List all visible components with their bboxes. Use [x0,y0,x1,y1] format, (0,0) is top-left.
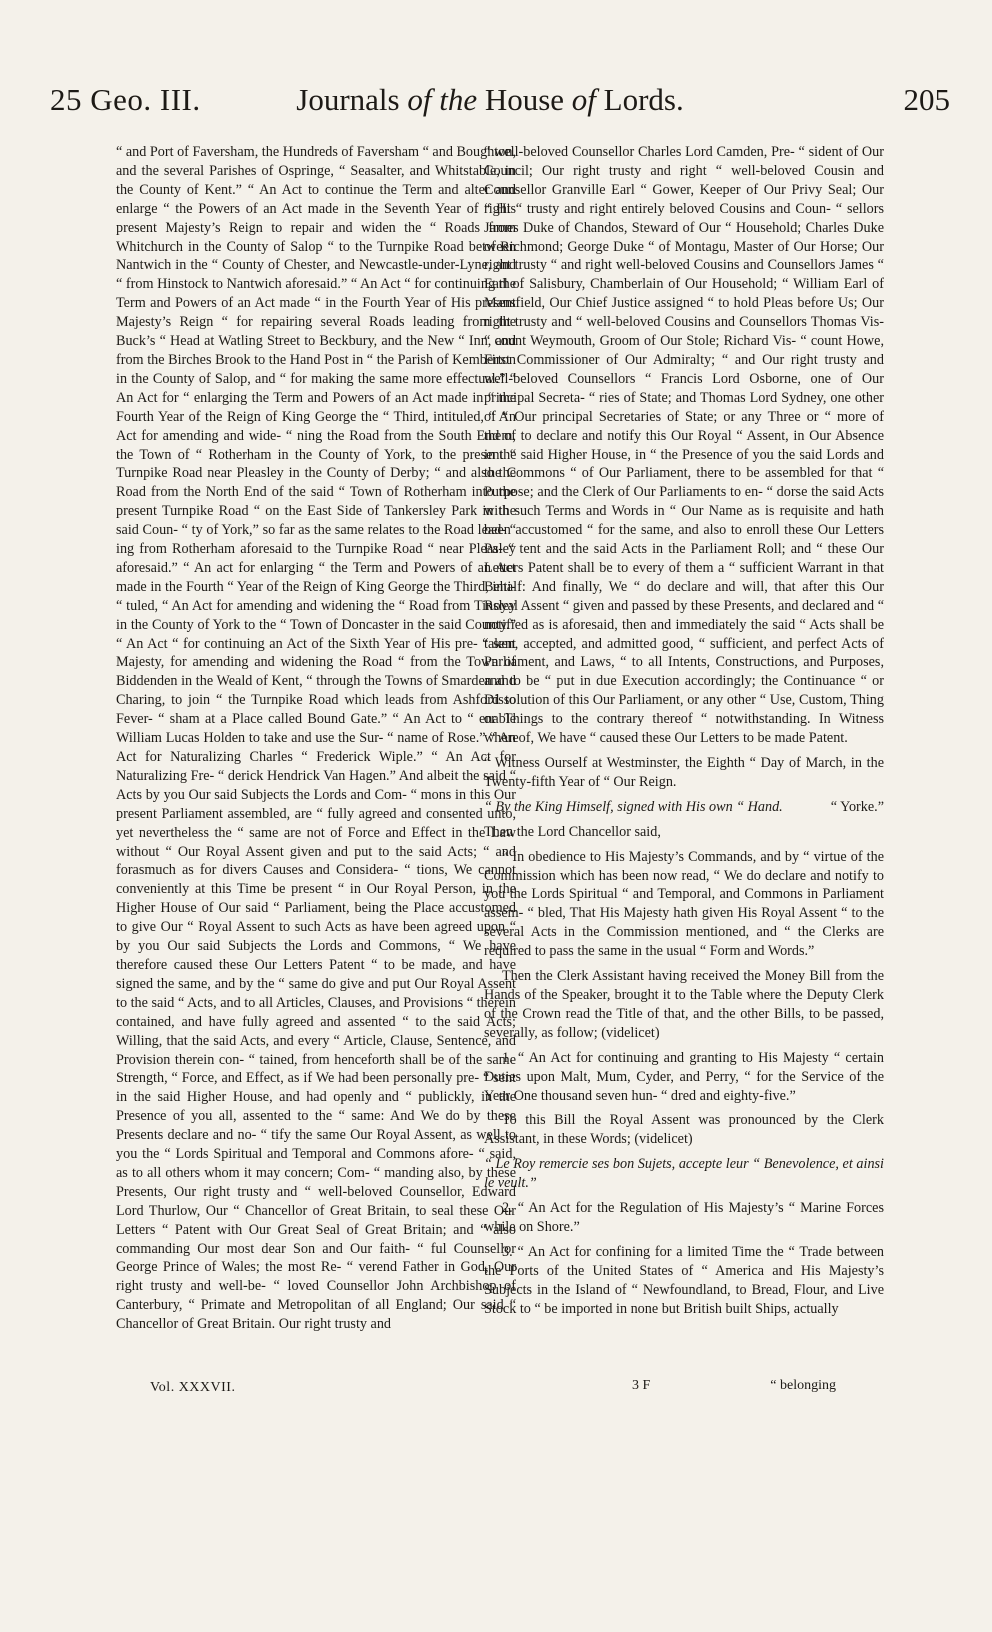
by-the-king-clause: “ By the King Himself, signed with His own “ Hand. “ Yorke.” [484,798,884,815]
chancellor-declaration: “ In obedience to His Majesty’s Commands, and by “ virtue of the Commission which has been now read, “ We do declare and notify to you the Lords Spiritual “ and Temporal, and Commons in Parliament assem- “ bled, That His Majesty hath given His Royal Assent “ to the several Acts in the Commission mentioned, and “ the Clerks are required to pass the same in the usual “ Form and Words.” [484,848,884,960]
journal-title: Journals of the House of Lords. [296,82,684,117]
left-column [116,143,516,1334]
footer-signature-and-catchword [632,1378,836,1394]
bill-3: 3. “ An Act for confining for a limited Time the “ Trade between the Ports of the United States of “ America and His Majesty’s Subjects in the Island of “ Newfoundland, to Bread, Flour, and Live Stock to “ be imported in none but British built Ships, actually [484,1243,884,1317]
running-header [50,82,950,132]
commission-text-end: “ well-beloved Counsellor Charles Lord Camden, Pre- “ sident of Our Council; Our right trusty and right “ well-beloved Cousin and Counsellor Granville Earl “ Gower, Keeper of Our Privy Seal; Our right “ trusty and right entirely beloved Cousins and Coun- “ sellors James Duke of Chandos, Steward of Our “ Household; Charles Duke of Richmond; George Duke “ of Montagu, Master of Our Horse; Our right trusty “ and right well-beloved Cousins and Counsellors James “ Earl of Salisbury, Chamberlain of Our Household; “ William Earl of Mansfield, Our Chief Justice assigned “ to hold Pleas before Us; Our right trusty and “ well-beloved Cousins and Counsellors Thomas Vis- “ count Weymouth, Groom of Our Stole; Richard Vis- “ count Howe, First Commissioner of Our Admiralty; “ and Our right trusty and well-beloved Counsellors “ Francis Lord Osborne, one of Our principal Secreta- “ ries of State; and Thomas Lord Sydney, one other of “ Our principal Secretaries of State; or any Three or “ more of them, to declare and notify this Our Royal “ Assent, in Our Absence in the said Higher House, in “ the Presence of you the said Lords and the Commons “ of Our Parliament, there to be assembled for that “ Purpose; and the Clerk of Our Parliaments to en- “ dorse the said Acts with such Terms and Words in “ Our Name as is requisite and hath been accustomed “ for the same, and also to enroll these Our Letters Pa- “ tent and the said Acts in the Parliament Roll; and “ these Our Letters Patent shall be to every of them a “ sufficient Warrant in that Behalf: And finally, We “ do declare and will, that after this Our Royal Assent “ given and passed by these Presents, and declared and “ notified as is aforesaid, then and immediately the said “ Acts shall be taken, accepted, and admitted good, “ sufficient, and perfect Acts of Parliament, and Laws, “ to all Intents, Constructions, and Purposes, and to be “ put in due Execution accordingly; the Continuance “ or Dissolution of this Our Parliament, or any other “ Use, Custom, Thing or Things to the contrary thereof “ notwithstanding. In Witness whereof, We have “ caused these Our Letters to be made Patent. [484,144,884,747]
regnal-year: 25 Geo. III. [50,82,201,117]
page-number: 205 [903,82,950,117]
catchword: “ belonging [770,1378,837,1393]
royal-assent-paragraph: To this Bill the Royal Assent was pronounced by the Clerk Assistant, in these Words; (videlicet) [484,1112,884,1148]
gathering-signature: 3 F [632,1378,651,1393]
clerk-assistant-paragraph: Then the Clerk Assistant having received the Money Bill from the Hands of the Speaker, brought it to the Table where the Deputy Clerk of the Crown read the Title of that, and the other Bills, to be passed, severally, as follow; (videlicet) [484,968,884,1041]
witness-clause: “ Witness Ourself at Westminster, the Eighth “ Day of March, in the Twenty-fifth Year of “ Our Reign. [484,755,884,790]
royal-assent-formula: “ Le Roy remercie ses bon Sujets, accepte leur “ Benevolence, et ainsi le veult.” [484,1156,884,1192]
commission-text-continued: “ and Port of Faversham, the Hundreds of Faversham “ and Boughton, and the several Parishes of Ospringe, “ Seasalter, and Whitstable, in the County of Kent.” “ An Act to continue the Term and alter and enlarge “ the Powers of an Act made in the Seventh Year of “ His present Majesty’s Reign to repair and widen the “ Roads from Whitchurch in the County of Salop “ to the Turnpike Road between Nantwich in the “ County of Chester, and Newcastle-under-Lyne, and “ from Hinstock to Nantwich aforesaid.” “ An Act “ for continuing the Term and Powers of an Act made “ in the Fourth Year of His present Majesty’s Reign “ for repairing several Roads leading from the Buck’s “ Head at Watling Street to Beckbury, and the New “ Inn, and from the Birches Brook to the Hand Post in “ the Parish of Kemberton in the County of Salop, and “ for making the same more effectual.” “ An Act for “ enlarging the Term and Powers of an Act made in “ the Fourth Year of the Reign of King George the “ Third, intituled, “ An Act for amending and wide- “ ning the Road from the South End of the Town of “ Rotherham in the County of York, to the present “ Turnpike Road near Pleasley in the County of Derby; “ and also the Road from the North End of the said “ Town of Rotherham into the present Turnpike Road “ on the East Side of Tankersley Park in the said Coun- “ ty of York,” so far as the same relates to the Road lead- “ ing from Rotherham aforesaid to the Turnpike Road “ near Pleasley aforesaid.” “ An act for enlarging “ the Term and Powers of an Act made in the Fourth “ Year of the Reign of King George the Third, inti- “ tuled, “ An Act for amending and widening the “ Road from Tinsley in the County of York to the “ Town of Doncaster in the said County.” “ An Act “ for continuing an Act of the Sixth Year of His pre- “ sent Majesty, for amending and widening the Road “ from the Town of Biddenden in the Weald of Kent, “ through the Towns of Smarden and Charing, to join “ the Turnpike Road which leads from Ashford to Fever- “ sham at a Place called Bound Gate.” “ An Act to “ enable William Lucas Holden to take and use the Sur- “ name of Rose.” “ An Act for Naturalizing Charles “ Frederick Wiple.” “ An Act for Naturalizing Fre- “ derick Hendrick Van Hagen.” And albeit the said “ Acts by you Our said Subjects the Lords and Com- “ mons in this Our present Parliament assembled, are “ fully agreed and consented unto, yet nevertheless the “ same are not of Force and Effect in the Law without “ Our Royal Assent given and put to the said Acts; “ and forasmuch as for divers Causes and Considera- “ tions, We cannot conveniently at this Time be present “ in Our Royal Person, in the Higher House of Our said “ Parliament, being the Place accustomed to give Our “ Royal Assent to such Acts as have been agreed upon “ by you Our said Subjects the Lords and Commons, “ We have therefore caused these Our Letters Patent “ to be made, and have signed the same, and by the “ same do give and put Our Royal Assent to the said “ Acts, and to all Articles, Clauses, and Provisions “ therein contained, and have fully agreed and assented “ to the said Acts; Willing, that the said Acts, and every “ Article, Clause, Sentence, and Provision therein con- “ tained, from henceforth shall be of the same Strength, “ Force, and Effect, as if We had been personally pre- “ sent in the said Higher House, and had openly and “ publickly, in the Presence of you all, assented to the “ same: And We do by these Presents declare and no- “ tify the same Our Royal Assent, as well to you the “ Lords Spiritual and Temporal and Commons afore- “ said, as to all others whom it may concern; Com- “ manding also, by these Presents, Our right trusty and “ well-beloved Counsellor, Edward Lord Thurlow, Our “ Chancellor of Great Britain, to seal these Our Letters “ Patent with Our Great Seal of Great Britain; and “ also commanding Our most dear Son and Our faith- “ ful Counsellor George Prince of Wales; the most Re- “ verend Father in God, Our right trusty and well-be- “ loved Counsellor John Archbishop of Canterbury, “ Primate and Metropolitan of all England; Our said “ Chancellor of Great Britain. Our right trusty and [116,144,516,1333]
chancellor-said: Then the Lord Chancellor said, [484,823,661,840]
bill-1: 1. “ An Act for continuing and granting to His Majesty “ certain Duties upon Malt, Mum, Cyder, and Perry, “ for the Service of the Year One thousand seven hun- “ dred and eighty-five.” [484,1049,884,1104]
yorke-signature: “ Yorke.” [830,798,884,815]
bill-2: 2. “ An Act for the Regulation of His Majesty’s “ Marine Forces while on Shore.” [484,1200,884,1235]
volume-number: Vol. XXXVII. [150,1380,236,1395]
right-column [484,143,884,1318]
